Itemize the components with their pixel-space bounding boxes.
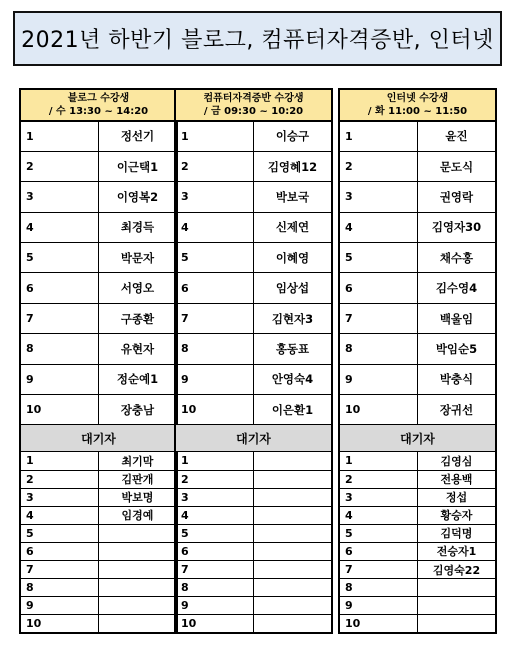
- student-number: 1: [339, 121, 418, 151]
- waitlist-header: 대기자: [339, 425, 496, 452]
- waitlist-row: [339, 615, 496, 633]
- student-number: 7: [20, 303, 99, 333]
- student-name: 김영혜12: [254, 151, 333, 181]
- class-table: [338, 88, 497, 634]
- student-row: [339, 364, 496, 394]
- waitlist-number: 1: [20, 452, 99, 470]
- waitlist-number: 2: [20, 470, 99, 488]
- student-number: 8: [20, 334, 99, 364]
- waitlist-number: 4: [175, 506, 254, 524]
- student-number: 8: [175, 334, 254, 364]
- waitlist-name: 최기막: [99, 452, 178, 470]
- class-table: [19, 88, 178, 634]
- student-number: 5: [20, 243, 99, 273]
- student-name: 신제연: [254, 212, 333, 242]
- waitlist-name: 박보명: [99, 488, 178, 506]
- waitlist-name: [99, 560, 178, 578]
- student-name: 이혜영: [254, 243, 333, 273]
- student-name: 정선기: [99, 121, 178, 151]
- class-schedule: / 화 11:00 ~ 11:50: [367, 106, 468, 117]
- waitlist-number: 10: [175, 615, 254, 633]
- student-name: 김수영4: [418, 273, 497, 303]
- waitlist-row: [175, 470, 332, 488]
- waitlist-row: [175, 579, 332, 597]
- student-row: [339, 273, 496, 303]
- waitlist-name: 김덕명: [418, 524, 497, 542]
- student-name: 홍동표: [254, 334, 333, 364]
- waitlist-number: 3: [175, 488, 254, 506]
- waitlist-name: [254, 524, 333, 542]
- student-name: 이근택1: [99, 151, 178, 181]
- waitlist-name: [254, 615, 333, 633]
- waitlist-header: 대기자: [20, 425, 177, 452]
- student-number: 6: [339, 273, 418, 303]
- waitlist-number: 2: [175, 470, 254, 488]
- student-name: 이승구: [254, 121, 333, 151]
- student-row: [175, 364, 332, 394]
- student-row: [20, 273, 177, 303]
- waitlist-name: 전용백: [418, 470, 497, 488]
- student-row: [175, 303, 332, 333]
- student-row: [175, 212, 332, 242]
- waitlist-name: 김영심: [418, 452, 497, 470]
- student-name: 김영자30: [418, 212, 497, 242]
- student-row: [20, 334, 177, 364]
- waitlist-row: [20, 488, 177, 506]
- waitlist-row: [339, 579, 496, 597]
- waitlist-row: [175, 506, 332, 524]
- waitlist-row: [175, 488, 332, 506]
- waitlist-number: 8: [175, 579, 254, 597]
- student-name: 채수홍: [418, 243, 497, 273]
- student-number: 1: [175, 121, 254, 151]
- student-number: 7: [339, 303, 418, 333]
- page-title: 2021년 하반기 블로그, 컴퓨터자격증반, 인터넷: [13, 11, 502, 66]
- student-row: [175, 334, 332, 364]
- student-row: [339, 395, 496, 425]
- student-name: 박임순5: [418, 334, 497, 364]
- student-number: 5: [339, 243, 418, 273]
- student-number: 4: [339, 212, 418, 242]
- waitlist-row: [175, 597, 332, 615]
- student-name: 장충남: [99, 395, 178, 425]
- waitlist-row: [339, 560, 496, 578]
- student-number: 3: [339, 182, 418, 212]
- class-name: 블로그 수강생: [67, 93, 130, 104]
- student-row: [20, 303, 177, 333]
- student-name: 문도식: [418, 151, 497, 181]
- class-schedule: / 수 13:30 ~ 14:20: [48, 106, 149, 117]
- waitlist-name: 김영숙22: [418, 560, 497, 578]
- student-name: 서영오: [99, 273, 178, 303]
- class-schedule: / 금 09:30 ~ 10:20: [203, 106, 304, 117]
- waitlist-number: 6: [175, 542, 254, 560]
- student-row: [339, 303, 496, 333]
- waitlist-number: 9: [175, 597, 254, 615]
- waitlist-number: 8: [339, 579, 418, 597]
- waitlist-name: [99, 524, 178, 542]
- student-row: [339, 182, 496, 212]
- waitlist-row: [20, 579, 177, 597]
- student-number: 3: [20, 182, 99, 212]
- waitlist-row: [20, 452, 177, 470]
- waitlist-number: 2: [339, 470, 418, 488]
- waitlist-number: 5: [20, 524, 99, 542]
- student-number: 9: [339, 364, 418, 394]
- waitlist-row: [175, 524, 332, 542]
- class-column-blog: [19, 88, 178, 634]
- student-number: 9: [20, 364, 99, 394]
- student-name: 박충식: [418, 364, 497, 394]
- student-number: 10: [20, 395, 99, 425]
- waitlist-row: [339, 452, 496, 470]
- student-row: [20, 243, 177, 273]
- student-row: [175, 151, 332, 181]
- student-row: [339, 151, 496, 181]
- student-number: 6: [20, 273, 99, 303]
- class-column-internet: [338, 88, 497, 634]
- student-number: 4: [175, 212, 254, 242]
- student-name: 이은환1: [254, 395, 333, 425]
- waitlist-number: 5: [175, 524, 254, 542]
- waitlist-name: 전승자1: [418, 542, 497, 560]
- waitlist-row: [20, 597, 177, 615]
- student-row: [339, 212, 496, 242]
- student-row: [175, 121, 332, 151]
- student-row: [175, 182, 332, 212]
- waitlist-number: 6: [20, 542, 99, 560]
- waitlist-number: 4: [20, 506, 99, 524]
- waitlist-name: [418, 597, 497, 615]
- waitlist-number: 7: [20, 560, 99, 578]
- waitlist-name: [99, 615, 178, 633]
- waitlist-row: [20, 615, 177, 633]
- waitlist-name: 정섭: [418, 488, 497, 506]
- waitlist-row: [175, 560, 332, 578]
- waitlist-number: 5: [339, 524, 418, 542]
- waitlist-number: 3: [20, 488, 99, 506]
- waitlist-name: [254, 579, 333, 597]
- class-name: 컴퓨터자격증반 수강생: [203, 93, 304, 104]
- waitlist-row: [339, 506, 496, 524]
- waitlist-name: [418, 615, 497, 633]
- waitlist-number: 3: [339, 488, 418, 506]
- student-name: 김현자3: [254, 303, 333, 333]
- waitlist-number: 7: [339, 560, 418, 578]
- waitlist-name: [254, 506, 333, 524]
- waitlist-number: 10: [20, 615, 99, 633]
- student-name: 안영숙4: [254, 364, 333, 394]
- student-number: 6: [175, 273, 254, 303]
- student-name: 권영락: [418, 182, 497, 212]
- waitlist-number: 10: [339, 615, 418, 633]
- waitlist-row: [20, 470, 177, 488]
- waitlist-name: [254, 452, 333, 470]
- class-header: [20, 89, 177, 121]
- student-number: 2: [175, 151, 254, 181]
- waitlist-row: [175, 615, 332, 633]
- class-table: [174, 88, 333, 634]
- student-number: 4: [20, 212, 99, 242]
- student-name: 윤진: [418, 121, 497, 151]
- waitlist-name: 황승자: [418, 506, 497, 524]
- waitlist-row: [339, 524, 496, 542]
- waitlist-row: [20, 506, 177, 524]
- student-row: [20, 121, 177, 151]
- student-row: [20, 364, 177, 394]
- waitlist-name: [254, 470, 333, 488]
- waitlist-number: 1: [175, 452, 254, 470]
- student-row: [20, 212, 177, 242]
- student-number: 1: [20, 121, 99, 151]
- waitlist-row: [20, 524, 177, 542]
- waitlist-name: [254, 597, 333, 615]
- class-column-computer-cert: [174, 88, 333, 634]
- student-row: [20, 151, 177, 181]
- waitlist-row: [175, 452, 332, 470]
- waitlist-name: [254, 542, 333, 560]
- student-name: 박보국: [254, 182, 333, 212]
- student-number: 10: [175, 395, 254, 425]
- waitlist-name: [254, 560, 333, 578]
- waitlist-number: 6: [339, 542, 418, 560]
- waitlist-number: 7: [175, 560, 254, 578]
- student-number: 10: [339, 395, 418, 425]
- student-number: 2: [20, 151, 99, 181]
- student-name: 최경득: [99, 212, 178, 242]
- waitlist-row: [20, 542, 177, 560]
- waitlist-name: [418, 579, 497, 597]
- student-row: [339, 121, 496, 151]
- waitlist-header: 대기자: [175, 425, 332, 452]
- waitlist-name: [254, 488, 333, 506]
- waitlist-number: 4: [339, 506, 418, 524]
- student-number: 3: [175, 182, 254, 212]
- student-number: 7: [175, 303, 254, 333]
- student-row: [175, 395, 332, 425]
- class-header: [175, 89, 332, 121]
- waitlist-row: [175, 542, 332, 560]
- student-row: [339, 334, 496, 364]
- student-row: [175, 243, 332, 273]
- student-name: 박문자: [99, 243, 178, 273]
- student-number: 8: [339, 334, 418, 364]
- waitlist-row: [339, 488, 496, 506]
- student-name: 이영복2: [99, 182, 178, 212]
- waitlist-name: [99, 597, 178, 615]
- class-header: [339, 89, 496, 121]
- waitlist-row: [339, 597, 496, 615]
- waitlist-row: [20, 560, 177, 578]
- waitlist-name: [99, 579, 178, 597]
- waitlist-row: [339, 470, 496, 488]
- student-row: [20, 182, 177, 212]
- waitlist-number: 1: [339, 452, 418, 470]
- waitlist-row: [339, 542, 496, 560]
- student-name: 장귀선: [418, 395, 497, 425]
- student-row: [339, 243, 496, 273]
- student-number: 2: [339, 151, 418, 181]
- waitlist-number: 9: [339, 597, 418, 615]
- student-name: 유현자: [99, 334, 178, 364]
- class-name: 인터넷 수강생: [386, 93, 449, 104]
- waitlist-name: 김판개: [99, 470, 178, 488]
- waitlist-number: 8: [20, 579, 99, 597]
- student-number: 5: [175, 243, 254, 273]
- student-row: [175, 273, 332, 303]
- student-name: 임상섭: [254, 273, 333, 303]
- waitlist-name: 임경예: [99, 506, 178, 524]
- student-name: 백울임: [418, 303, 497, 333]
- student-name: 정순예1: [99, 364, 178, 394]
- student-number: 9: [175, 364, 254, 394]
- student-name: 구종환: [99, 303, 178, 333]
- waitlist-number: 9: [20, 597, 99, 615]
- student-row: [20, 395, 177, 425]
- waitlist-name: [99, 542, 178, 560]
